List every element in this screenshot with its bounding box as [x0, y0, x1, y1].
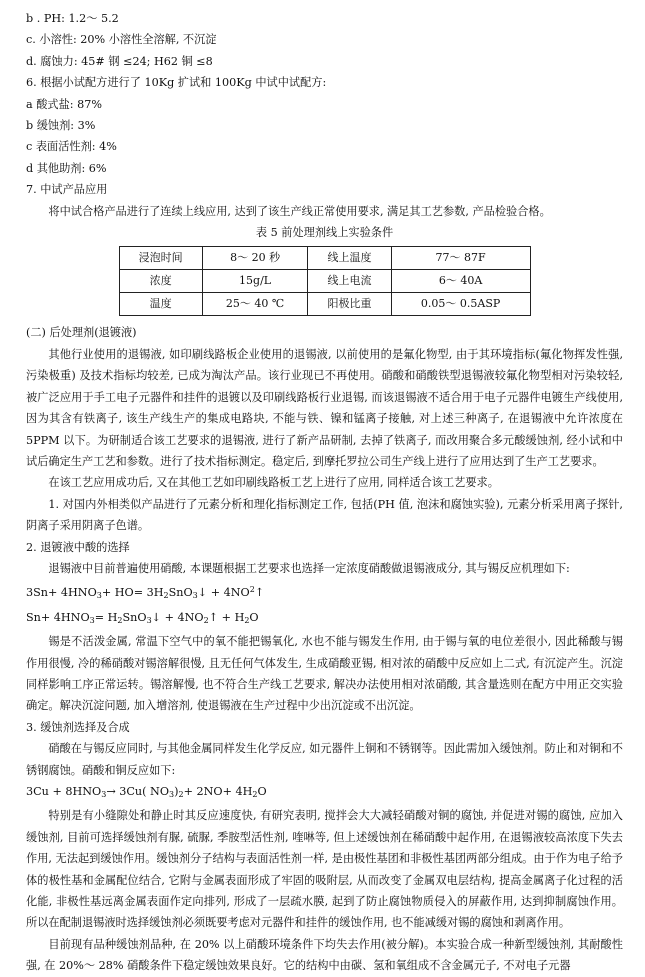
formula-item-c: c 表面活性剂: 4% — [26, 140, 117, 154]
pilot-formula-heading: 6. 根据小试配方进行了 10Kg 扩试和 100Kg 中试中试配方: — [26, 76, 327, 90]
eq-part: ↑ — [254, 586, 265, 600]
pilot-application-paragraph: 将中试合格产品进行了连续上线应用, 达到了该生产线正常使用要求, 满足其工艺参数, 产品检验合格。 — [48, 204, 551, 218]
eq-part: SnO — [122, 610, 147, 624]
paragraph-inhibitor-need: 硝酸在与锡反应同时, 与其他金属同样发生化学反应, 如元器件上铜和不锈钢等。因此需加入缓蚀剂。防止和对铜和不锈钢腐蚀。硝酸和铜反应如下: — [26, 742, 623, 777]
formula-item-d: d 其他助剂: 6% — [26, 161, 107, 175]
eq-sub: 2 — [117, 615, 123, 625]
eq-sub: 2 — [203, 615, 209, 625]
eq-part: + 2NO+ 4H — [183, 785, 253, 798]
eq-part: ↓ + 4NO — [197, 586, 250, 600]
eq-part: = H — [94, 610, 118, 624]
table-cell: 0.05～ 0.5ASP — [391, 293, 530, 316]
table-cell: 25～ 40 ℃ — [202, 293, 308, 316]
eq-sub: 3 — [169, 790, 175, 799]
eq-part: O — [249, 610, 259, 624]
equation-2 — [26, 607, 623, 631]
eq-sub: 3 — [146, 615, 152, 625]
eq-part: + HO= 3H — [101, 586, 164, 600]
heading-acid-selection: 2. 退镀液中酸的选择 — [26, 540, 130, 554]
paragraph-tin-reaction: 锡是不活泼金属, 常温下空气中的氧不能把锡氧化, 水也不能与锡发生作用, 由于锡与氧的电位差很小, 因此稀酸与锡作用很慢, 冷的稀硝酸对锡溶解很慢, 且无任何气体发生, 生成硝酸亚锡, 相对浓的硝酸中反应如上二式, 有沉淀产生。沉淀同样影响工序正常运转。锡溶解慢, 也不符合生产线工艺要求, 解决办法使用相对浓硝酸, 其含量选则在配方中用正交实验确定。解决沉淀问题, 加入增溶剂, 使退锡液在生产过程中少出沉淀或不出沉淀。 — [26, 635, 623, 713]
eq-sub: 2 — [252, 790, 258, 799]
eq-sub: 3 — [192, 591, 198, 601]
spec-corrosion: d. 腐蚀力: 45# 钢 ≤24; H62 铜 ≤8 — [26, 54, 213, 68]
eq-sub: 3 — [96, 591, 102, 601]
table-cell: 6～ 40A — [391, 270, 530, 293]
table-row — [119, 270, 530, 293]
eq-part: Sn+ 4HNO — [26, 610, 90, 624]
table-cell: 8～ 20 秒 — [202, 247, 308, 270]
paragraph-acid-selection: 退锡液中目前普遍使用硝酸, 本课题根据工艺要求也选择一定浓度硝酸做退锡液成分, 其与锡反应机理如下: — [48, 561, 570, 575]
paragraph-stripping-background: 其他行业使用的退锡液, 如印刷线路板企业使用的退锡液, 以前使用的是氟化物型, 由于其环境指标(氟化物挥发性强, 污染极重) 及技术指标均较差, 已成为淘汰产品。该行业现已不再使用。硝酸和硝酸铁型退锡液较氟化物型相对污染较轻, 被广泛应用于手工电子元器件和挂件的退镀以及印刷线路板行业退锡, 而该退锡液不适合用于电子元器件电镀生产线使用, 因为其含有铁离子, 该生产线生产的集成电路块, 不能与铁、镍和锰离子接触, 对上述三种离子, 在退锡液中允许浓度在 5PPM 以下。为研制适合该工艺要求的退锡液, 进行了新产品研制, 去掉了铁离子, 而改用聚合多元酸缓蚀剂, 经小试和中试后确定生产工艺和参数。进行了技术指标测定。稳定后, 到摩托罗拉公司生产线上进行了应用达到了生产工艺要求。 — [26, 347, 623, 468]
spec-solubility: c. 小溶性: 20% 小溶性全溶解, 不沉淀 — [26, 33, 217, 47]
experiment-conditions-table — [119, 246, 531, 316]
paragraph-analysis: 1. 对国内外相类似产品进行了元素分析和理化指标测定工作, 包括(PH 值, 泡沫和腐蚀实验), 元素分析采用离子探针, 阴离子采用阴离子色谱。 — [26, 497, 623, 533]
eq-part: SnO — [168, 586, 193, 600]
section-heading-post-treatment: (二) 后处理剂(退镀液) — [26, 326, 137, 340]
eq-part: ↓ + 4NO — [151, 610, 204, 624]
eq-part: ) — [174, 785, 179, 798]
equation-3 — [26, 781, 623, 805]
pilot-application-heading: 7. 中试产品应用 — [26, 183, 108, 197]
table-cell: 15g/L — [202, 270, 308, 293]
eq-sub: 3 — [101, 790, 107, 799]
table-caption: 表 5 前处理剂线上实验条件 — [255, 226, 394, 240]
table-row — [119, 293, 530, 316]
table-row — [119, 247, 530, 270]
eq-part: 3Cu + 8HNO — [26, 785, 102, 798]
eq-part: → 3Cu( NO — [106, 785, 170, 798]
table-cell: 阳极比重 — [308, 293, 391, 316]
formula-item-a: a 酸式盐: 87% — [26, 97, 102, 111]
table-cell: 浸泡时间 — [119, 247, 202, 270]
eq-part: O — [257, 785, 267, 798]
table-cell: 线上电流 — [308, 270, 391, 293]
paragraph-other-applications: 在该工艺应用成功后, 又在其他工艺如印刷线路板工艺上进行了应用, 同样适合该工艺要求。 — [48, 476, 499, 490]
spec-ph: b . PH: 1.2～ 5.2 — [26, 12, 119, 25]
eq-sub: 2 — [178, 790, 184, 799]
eq-part: ↑ + H — [208, 610, 245, 624]
paragraph-new-inhibitor: 目前现有品种缓蚀剂品种, 在 20% 以上硝酸环境条件下均失去作用(被分解)。本实验合成一种新型缓蚀剂, 其耐酸性强, 在 20%～ 28% 硝酸条件下稳定缓蚀效果良好。它的结构中由碳、氢和氧组成不含金属元子, 不对电子元器 — [26, 937, 623, 973]
equation-1 — [26, 579, 623, 606]
eq-sub: 3 — [89, 615, 95, 625]
table-cell: 线上温度 — [308, 247, 391, 270]
table-cell: 77～ 87F — [391, 247, 530, 270]
paragraph-inhibitor-mechanism: 特别是有小缝隙处和静止时其反应速度快, 有研究表明, 搅拌会大大减轻硝酸对铜的腐蚀, 并促进对锡的腐蚀, 应加入缓蚀剂, 目前可选择缓蚀剂有脲, 硫脲, 季胺型活性剂, 喹啉等, 但上述缓蚀剂在稀硝酸中起作用, 在退锡液较高浓度下失去作用, 无法起到缓蚀作用。缓蚀剂分子结构与表面活性剂一样, 是由极性基团和非极性基团两部分组成。由于作为电子给予体的极性基和金属配位结合, 它附与金属表面形成了牢固的吸附层, 从而改变了金属双电层结构, 提高金属离子化过程的活化能, 非极性基远离金属表面作定向排列, 形成了一层疏水膜, 起到了防止腐蚀物质侵入的屏蔽作用, 达到抑制腐蚀作用。所以在配制退锡液时选择缓蚀剂必须既要考虑对元器件和挂件的缓蚀作用, 也不能减缓对锡的腐蚀和剥离作用。 — [26, 809, 623, 930]
eq-sub: 2 — [244, 615, 250, 625]
eq-part: 3Sn+ 4HNO — [26, 586, 97, 600]
formula-item-b: b 缓蚀剂: 3% — [26, 119, 96, 133]
eq-sup: 2 — [249, 585, 255, 595]
table-cell: 浓度 — [119, 270, 202, 293]
table-cell: 温度 — [119, 293, 202, 316]
eq-sub: 2 — [163, 591, 169, 601]
spec-list — [26, 8, 623, 201]
heading-inhibitor: 3. 缓蚀剂选择及合成 — [26, 720, 130, 734]
